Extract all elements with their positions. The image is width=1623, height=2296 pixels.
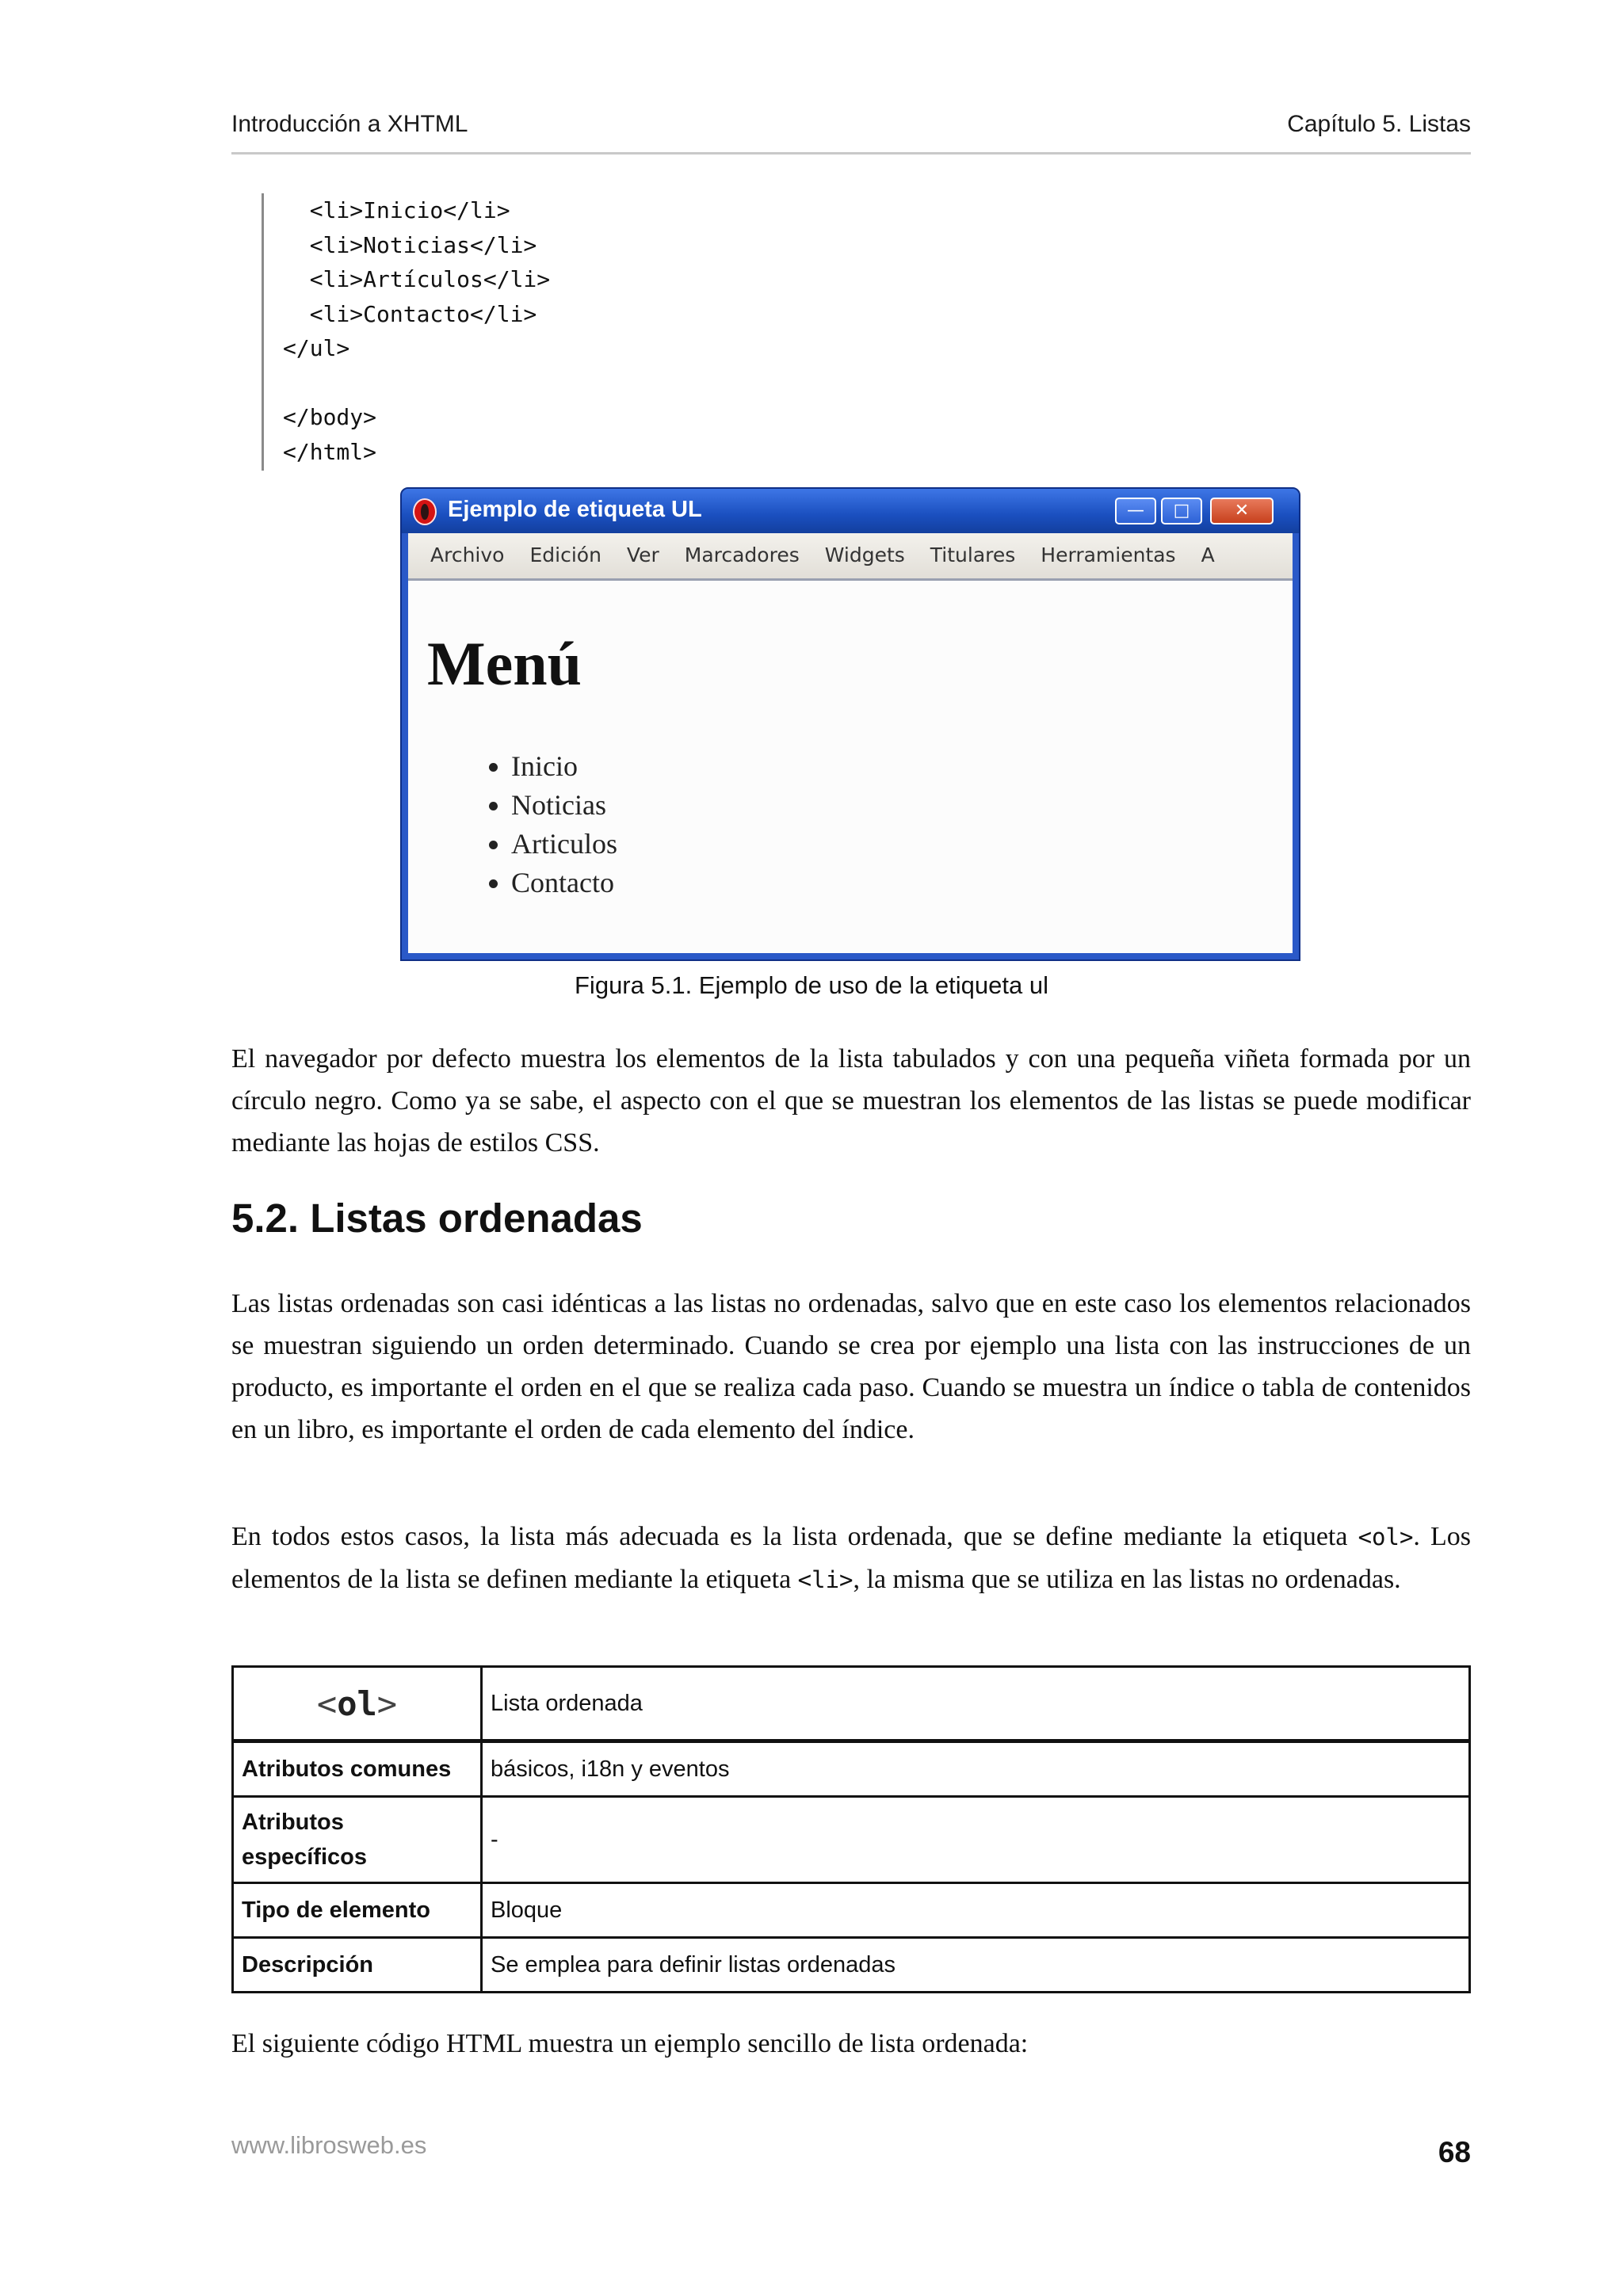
code-line: <li>Inicio</li> — [283, 197, 510, 223]
paragraph-ordered-lists-intro: Las listas ordenadas son casi idénticas a las listas no ordenadas, salvo que en este caso los elementos relacionados se muestran siguiendo un orden determinado. Cuando se crea por ejemplo una lista con las instrucciones de un producto, es importante el orden en el que se realiza cada paso. Cuando se muestra un índice o tabla de contenidos en un libro, es importante el orden de cada elemento del índice. — [231, 1289, 1471, 1444]
footer-url: www.librosweb.es — [231, 2131, 427, 2159]
paragraph-ol-definition — [231, 1516, 1471, 1601]
code-line: </body> — [283, 404, 377, 430]
section-title: 5.2. Listas ordenadas — [231, 1196, 643, 1241]
running-header — [231, 108, 1471, 154]
paragraph-text: , la misma que se utiliza en las listas no ordenadas. — [853, 1565, 1401, 1594]
table-key-cell: Atributos específicos — [233, 1797, 482, 1883]
tag-bracket-close: > — [376, 1684, 398, 1723]
menu-item-ver: Ver — [626, 543, 659, 566]
code-block — [262, 193, 550, 471]
menu-item-truncated: A — [1201, 543, 1215, 566]
page-number: 68 — [1438, 2136, 1471, 2168]
paragraph-next-example: El siguiente código HTML muestra un ejemplo sencillo de lista ordenada: — [231, 2029, 1029, 2058]
minimize-icon: — — [1115, 498, 1156, 524]
menu-item-edicion: Edición — [529, 543, 601, 566]
table-key-cell: Descripción — [233, 1938, 482, 1993]
menu-item-herramientas: Herramientas — [1041, 543, 1176, 566]
list-item: • Inicio — [511, 747, 617, 786]
paragraph-text: . Los elementos de la lista se definen mediante la etiqueta — [231, 1522, 1472, 1594]
opera-logo-icon — [413, 498, 437, 525]
code-line: </html> — [283, 438, 377, 465]
tag-name-cell — [233, 1667, 482, 1741]
table-row — [233, 1938, 1470, 1993]
code-line: <li>Contacto</li> — [283, 300, 537, 327]
code-line: <li>Noticias</li> — [283, 231, 537, 258]
table-row — [233, 1883, 1470, 1938]
figure-caption: Figura 5.1. Ejemplo de uso de la etiqueta ul — [575, 971, 1048, 999]
header-book-title: Introducción a XHTML — [231, 111, 468, 137]
menu-item-marcadores: Marcadores — [684, 543, 800, 566]
table-key-cell: Atributos comunes — [233, 1741, 482, 1797]
table-value-cell: Se emplea para definir listas ordenadas — [482, 1938, 1470, 1993]
table-row — [233, 1741, 1470, 1797]
rendered-heading: Menú — [427, 629, 582, 698]
window-titlebar — [402, 489, 1299, 533]
rendered-unordered-list — [487, 747, 617, 902]
header-chapter-title: Capítulo 5. Listas — [1287, 111, 1471, 137]
window-title: Ejemplo de etiqueta UL — [448, 497, 702, 522]
table-row-tag — [233, 1667, 1470, 1741]
close-icon: ✕ — [1210, 498, 1274, 524]
menu-item-archivo: Archivo — [430, 543, 505, 566]
tag-description-cell: Lista ordenada — [482, 1667, 1470, 1741]
table-row — [233, 1797, 1470, 1883]
browser-content-area — [408, 581, 1293, 953]
table-value-cell: básicos, i18n y eventos — [482, 1741, 1470, 1797]
inline-code-ol: <ol> — [1358, 1524, 1414, 1550]
tag-reference-table — [231, 1665, 1471, 1993]
paragraph-browser-default: El navegador por defecto muestra los elementos de la lista tabulados y con una pequeña viñeta formada por un círculo negro. Como ya se sabe, el aspecto con el que se muestran los elementos de las listas se puede modificar mediante las hojas de estilos CSS. — [231, 1044, 1471, 1158]
list-item: • Noticias — [511, 786, 617, 825]
list-item: • Contacto — [511, 864, 617, 902]
maximize-icon: □ — [1161, 498, 1202, 524]
inline-code-li: <li> — [797, 1566, 854, 1593]
code-line: <li>Artículos</li> — [283, 266, 551, 292]
table-key-cell: Tipo de elemento — [233, 1883, 482, 1938]
tag-name: ol — [337, 1684, 377, 1723]
table-value-cell: - — [482, 1797, 1470, 1883]
list-item: • Articulos — [511, 825, 617, 864]
table-value-cell: Bloque — [482, 1883, 1470, 1938]
tag-bracket-open: < — [316, 1684, 338, 1723]
menu-item-titulares: Titulares — [930, 543, 1016, 566]
browser-menubar — [408, 533, 1293, 581]
browser-window — [400, 487, 1300, 961]
browser-screenshot-figure — [400, 487, 1300, 961]
paragraph-text: En todos estos casos, la lista más adecuada es la lista ordenada, que se define mediante la etiqueta — [231, 1522, 1358, 1551]
code-line: </ul> — [283, 335, 350, 361]
menu-item-widgets: Widgets — [824, 543, 905, 566]
